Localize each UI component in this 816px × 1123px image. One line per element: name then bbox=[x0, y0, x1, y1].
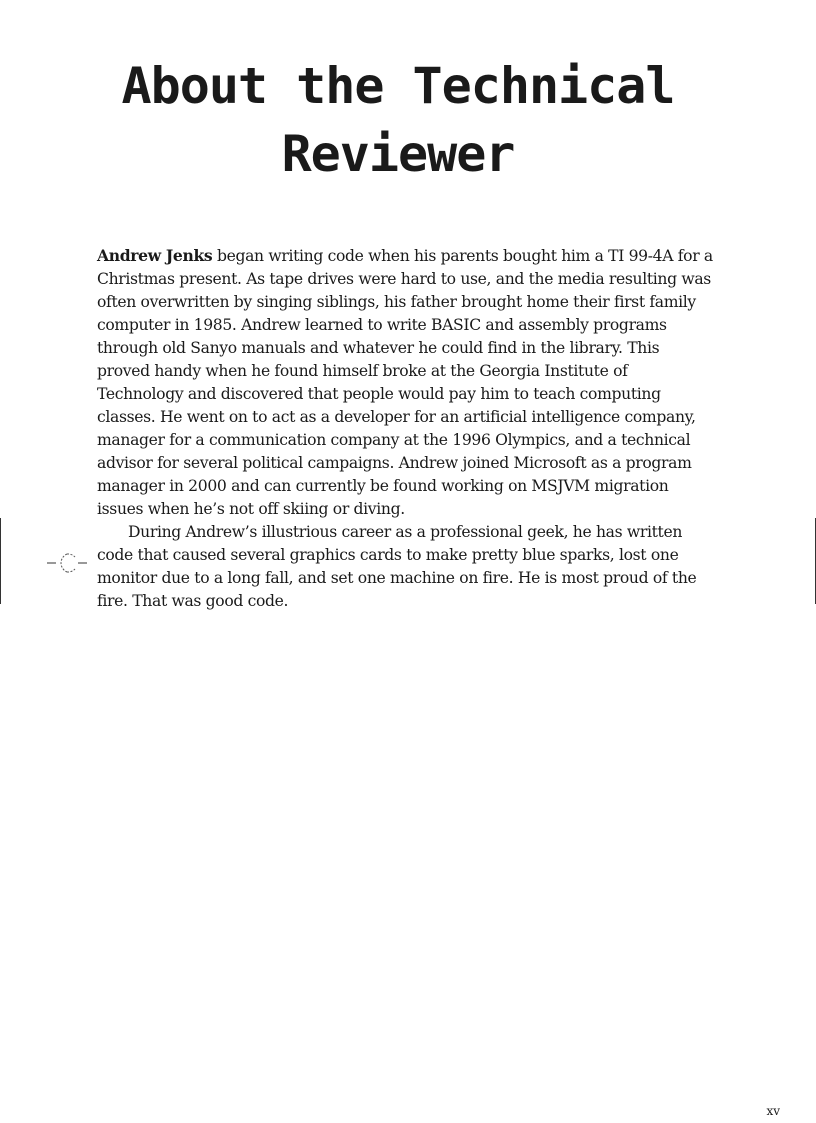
bio-line-11: manager in 2000 and can currently be found working on MSJVM migration bbox=[97, 477, 669, 495]
page-title bbox=[0, 52, 796, 188]
bio-line-8: classes. He went on to act as a developer for an artificial intelligence company, bbox=[97, 408, 696, 426]
bio-line-2: Christmas present. As tape drives were hard to use, and the media resulting was bbox=[97, 270, 711, 288]
bio-line-1 bbox=[97, 244, 713, 268]
bio-line-4: computer in 1985. Andrew learned to write BASIC and assembly programs bbox=[97, 316, 667, 334]
registration-mark-icon bbox=[47, 551, 95, 575]
bio-line-16: fire. That was good code. bbox=[97, 592, 289, 610]
bio-line-3: often overwritten by singing siblings, his father brought home their first family bbox=[97, 293, 696, 311]
page-title-line-1: About the Technical bbox=[121, 57, 675, 115]
bio-line-15: monitor due to a long fall, and set one machine on fire. He is most proud of the bbox=[97, 569, 697, 587]
bio-line-10: advisor for several political campaigns. Andrew joined Microsoft as a program bbox=[97, 454, 692, 472]
bio-line-6: proved handy when he found himself broke at the Georgia Institute of bbox=[97, 362, 628, 380]
bio-text bbox=[97, 244, 713, 613]
bio-line-14: code that caused several graphics cards to make pretty blue sparks, lost one bbox=[97, 546, 679, 564]
bio-line-12: issues when he’s not off skiing or diving. bbox=[97, 500, 405, 518]
bio-line-13: During Andrew’s illustrious career as a professional geek, he has written bbox=[128, 523, 683, 541]
page-number: xv bbox=[766, 1104, 780, 1118]
author-name: Andrew Jenks bbox=[97, 246, 213, 265]
crop-mark-left bbox=[0, 518, 1, 604]
bio-line-5: through old Sanyo manuals and whatever he could find in the library. This bbox=[97, 339, 660, 357]
page-title-line-2: Reviewer bbox=[281, 125, 515, 183]
bio-line-9: manager for a communication company at the 1996 Olympics, and a technical bbox=[97, 431, 691, 449]
bio-line-7: Technology and discovered that people would pay him to teach computing bbox=[97, 385, 661, 403]
bio-line-1-text: began writing code when his parents bought him a TI 99-4A for a bbox=[212, 247, 713, 265]
